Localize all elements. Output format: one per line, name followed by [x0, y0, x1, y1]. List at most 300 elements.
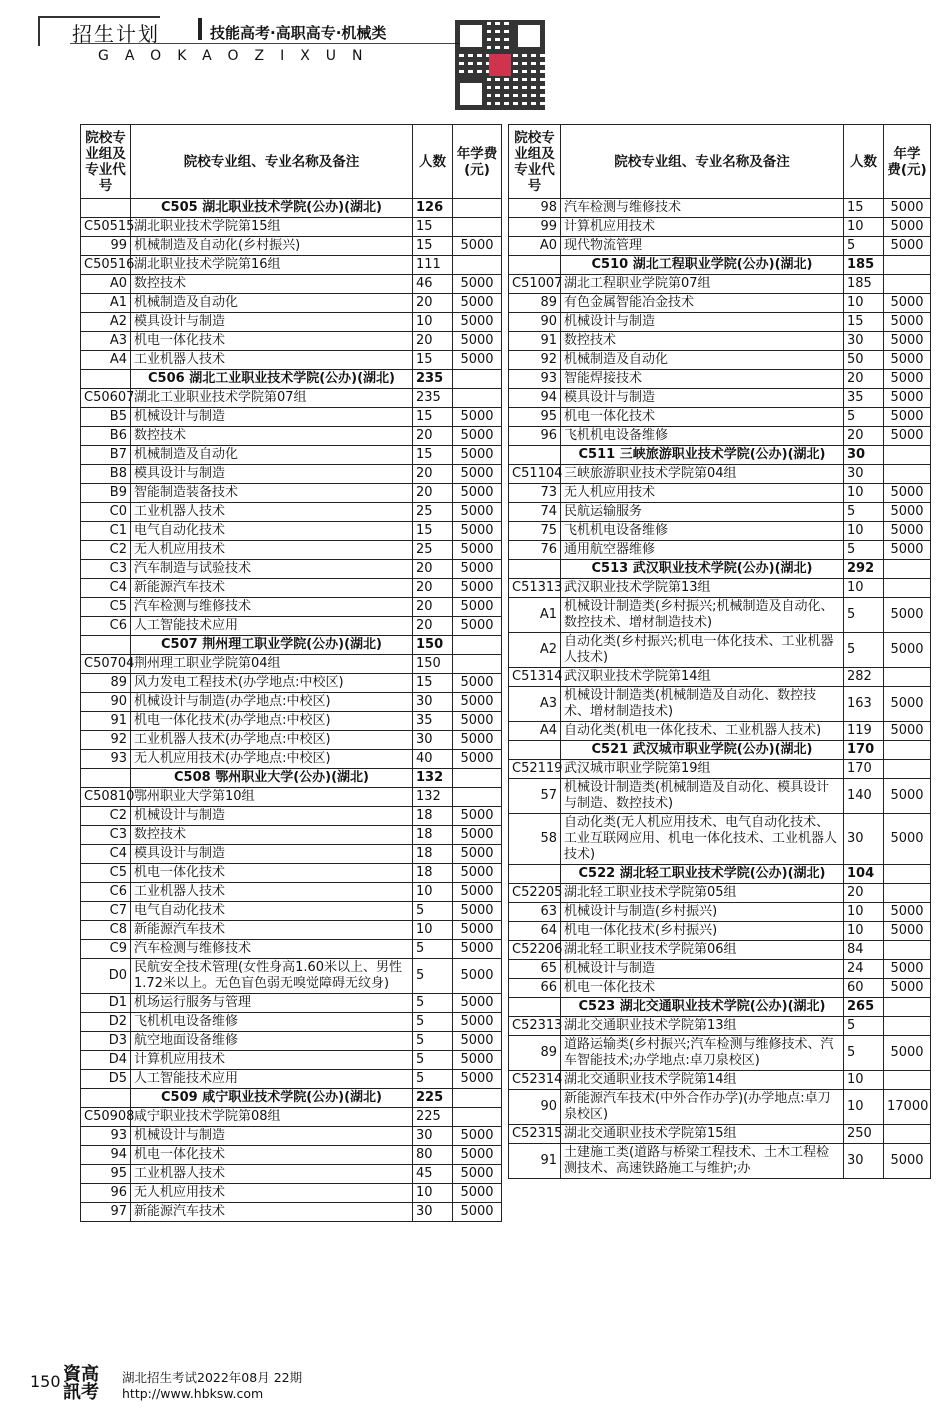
school-row	[81, 1089, 502, 1108]
row-fee: 5000	[453, 522, 502, 541]
row-fee: 5000	[884, 351, 931, 370]
school-row	[81, 199, 502, 218]
row-count: 20	[413, 427, 453, 446]
row-name: 数控技术	[131, 427, 413, 446]
row-name: 汽车制造与试验技术	[131, 560, 413, 579]
row-code: A0	[509, 237, 561, 256]
major-row	[509, 408, 931, 427]
row-fee	[884, 1125, 931, 1144]
row-fee: 5000	[884, 814, 931, 865]
row-count: 30	[413, 731, 453, 750]
major-row	[81, 712, 502, 731]
row-count: 20	[844, 370, 884, 389]
major-row	[509, 484, 931, 503]
row-code: 92	[81, 731, 131, 750]
row-fee: 5000	[884, 779, 931, 814]
row-count: 5	[413, 959, 453, 994]
row-count: 30	[413, 1203, 453, 1222]
row-name: 湖北交通职业技术学院第14组	[561, 1071, 844, 1090]
row-fee	[453, 370, 502, 389]
row-name: C521 武汉城市职业学院(公办)(湖北)	[561, 741, 844, 760]
school-row	[81, 370, 502, 389]
row-name: 民航安全技术管理(女性身高1.60米以上、男性1.72米以上。无色盲色弱无嗅觉障碍无纹身)	[131, 959, 413, 994]
row-count: 15	[413, 522, 453, 541]
row-name: C507 荆州理工职业学院(公办)(湖北)	[131, 636, 413, 655]
row-count: 225	[413, 1089, 453, 1108]
row-code: 91	[509, 1144, 561, 1179]
row-code: B7	[81, 446, 131, 465]
row-count: 15	[413, 446, 453, 465]
row-code: C8	[81, 921, 131, 940]
major-row	[81, 332, 502, 351]
school-row	[509, 741, 931, 760]
row-name: 新能源汽车技术	[131, 921, 413, 940]
major-row	[509, 199, 931, 218]
row-count: 10	[844, 484, 884, 503]
major-row	[81, 674, 502, 693]
row-name: 工业机器人技术(办学地点:中校区)	[131, 731, 413, 750]
group-row	[81, 389, 502, 408]
row-fee: 5000	[453, 1146, 502, 1165]
row-code: D0	[81, 959, 131, 994]
row-code: 94	[509, 389, 561, 408]
row-name: 数控技术	[561, 332, 844, 351]
row-code	[81, 769, 131, 788]
row-code: C4	[81, 845, 131, 864]
row-code: C50908	[81, 1108, 131, 1127]
row-code: C3	[81, 826, 131, 845]
column-header-count: 人数	[844, 125, 884, 199]
row-fee: 5000	[453, 883, 502, 902]
row-fee: 5000	[884, 979, 931, 998]
row-count: 119	[844, 722, 884, 741]
row-code: 75	[509, 522, 561, 541]
row-code: 58	[509, 814, 561, 865]
row-name: 自动化类(乡村振兴;机电一体化技术、工业机器人技术)	[561, 633, 844, 668]
row-count: 50	[844, 351, 884, 370]
row-code: C52119	[509, 760, 561, 779]
row-code: 93	[81, 1127, 131, 1146]
row-name: 湖北职业技术学院第15组	[131, 218, 413, 237]
row-code: C3	[81, 560, 131, 579]
major-row	[81, 1165, 502, 1184]
row-name: 通用航空器维修	[561, 541, 844, 560]
row-code	[81, 1089, 131, 1108]
row-code: 95	[509, 408, 561, 427]
school-row	[81, 769, 502, 788]
row-fee: 5000	[884, 960, 931, 979]
row-count: 170	[844, 760, 884, 779]
row-code: 89	[509, 1036, 561, 1071]
school-row	[509, 256, 931, 275]
row-fee: 5000	[453, 674, 502, 693]
row-name: C510 湖北工程职业学院(公办)(湖北)	[561, 256, 844, 275]
row-code: D5	[81, 1070, 131, 1089]
row-fee: 5000	[453, 617, 502, 636]
row-code	[509, 741, 561, 760]
row-fee: 5000	[884, 903, 931, 922]
row-code: 90	[509, 313, 561, 332]
row-fee: 5000	[453, 1165, 502, 1184]
row-count: 18	[413, 864, 453, 883]
major-row	[81, 921, 502, 940]
major-row	[509, 814, 931, 865]
row-fee	[884, 1071, 931, 1090]
row-name: C511 三峡旅游职业技术学院(公办)(湖北)	[561, 446, 844, 465]
row-code: 98	[509, 199, 561, 218]
row-code: B9	[81, 484, 131, 503]
row-count: 5	[844, 541, 884, 560]
row-fee: 5000	[453, 598, 502, 617]
row-fee: 5000	[453, 902, 502, 921]
row-count: 35	[413, 712, 453, 731]
group-row	[81, 655, 502, 674]
major-row	[81, 902, 502, 921]
row-count: 5	[844, 598, 884, 633]
row-code: 89	[509, 294, 561, 313]
row-name: 无人机应用技术(办学地点:中校区)	[131, 750, 413, 769]
major-row	[509, 687, 931, 722]
major-row	[81, 826, 502, 845]
row-fee: 5000	[884, 218, 931, 237]
group-row	[509, 275, 931, 294]
school-row	[509, 560, 931, 579]
row-name: 机电一体化技术(乡村振兴)	[561, 922, 844, 941]
row-code: D3	[81, 1032, 131, 1051]
row-name: 模具设计与制造	[131, 465, 413, 484]
table-header-row	[81, 125, 502, 199]
row-code: C6	[81, 617, 131, 636]
row-code	[509, 865, 561, 884]
row-code: C4	[81, 579, 131, 598]
row-count: 5	[413, 940, 453, 959]
major-row	[81, 351, 502, 370]
row-name: 新能源汽车技术	[131, 1203, 413, 1222]
column-header-code: 院校专业组及专业代号	[509, 125, 561, 199]
row-count: 5	[413, 1070, 453, 1089]
major-row	[509, 294, 931, 313]
row-code: C50607	[81, 389, 131, 408]
row-fee: 5000	[453, 541, 502, 560]
group-row	[509, 884, 931, 903]
row-fee: 5000	[884, 199, 931, 218]
row-code: 92	[509, 351, 561, 370]
row-name: 机电一体化技术	[131, 864, 413, 883]
row-name: 汽车检测与维修技术	[561, 199, 844, 218]
row-name: 机械设计制造类(机械制造及自动化、数控技术、增材制造技术)	[561, 687, 844, 722]
major-row	[81, 1051, 502, 1070]
row-fee: 5000	[453, 484, 502, 503]
row-count: 15	[413, 351, 453, 370]
row-fee	[453, 1089, 502, 1108]
row-fee: 5000	[453, 1184, 502, 1203]
major-row	[81, 940, 502, 959]
major-row	[509, 922, 931, 941]
header-latin: GAOKAOZIXUN	[98, 48, 379, 64]
page-footer	[30, 1366, 630, 1406]
row-count: 126	[413, 199, 453, 218]
row-name: 飞机机电设备维修	[131, 1013, 413, 1032]
row-count: 5	[844, 408, 884, 427]
major-row	[509, 979, 931, 998]
group-row	[509, 465, 931, 484]
major-row	[81, 750, 502, 769]
row-name: 三峡旅游职业技术学院第04组	[561, 465, 844, 484]
row-count: 18	[413, 826, 453, 845]
row-code	[81, 636, 131, 655]
row-fee: 5000	[453, 1032, 502, 1051]
row-fee: 5000	[453, 1013, 502, 1032]
row-count: 5	[413, 902, 453, 921]
row-code: D2	[81, 1013, 131, 1032]
row-name: 武汉职业技术学院第13组	[561, 579, 844, 598]
row-name: 智能制造装备技术	[131, 484, 413, 503]
row-count: 132	[413, 788, 453, 807]
school-row	[81, 636, 502, 655]
row-name: 土建施工类(道路与桥梁工程技术、土木工程检测技术、高速铁路施工与维护;办	[561, 1144, 844, 1179]
table-body	[509, 199, 931, 1179]
row-count: 18	[413, 845, 453, 864]
row-name: 机械设计与制造	[131, 807, 413, 826]
website-link[interactable]: http://www.hbksw.com	[122, 1386, 264, 1401]
row-code: A2	[81, 313, 131, 332]
row-code: C52314	[509, 1071, 561, 1090]
row-count: 15	[413, 218, 453, 237]
row-count: 170	[844, 741, 884, 760]
row-name: C505 湖北职业技术学院(公办)(湖北)	[131, 199, 413, 218]
row-fee: 5000	[884, 541, 931, 560]
row-fee	[884, 941, 931, 960]
row-fee: 5000	[884, 294, 931, 313]
major-row	[509, 903, 931, 922]
major-row	[81, 408, 502, 427]
row-count: 150	[413, 636, 453, 655]
major-row	[509, 313, 931, 332]
table-header-row	[509, 125, 931, 199]
row-fee: 5000	[453, 1070, 502, 1089]
qr-code-icon[interactable]	[455, 20, 545, 110]
row-code: C50810	[81, 788, 131, 807]
row-code: 91	[81, 712, 131, 731]
row-code: 94	[81, 1146, 131, 1165]
row-fee: 5000	[884, 237, 931, 256]
row-fee: 5000	[884, 370, 931, 389]
column-header-fee: 年学费(元)	[453, 125, 502, 199]
row-fee: 5000	[453, 237, 502, 256]
row-name: 湖北职业技术学院第16组	[131, 256, 413, 275]
row-count: 20	[844, 884, 884, 903]
major-row	[81, 598, 502, 617]
row-fee: 5000	[453, 712, 502, 731]
row-count: 20	[413, 598, 453, 617]
group-row	[81, 256, 502, 275]
row-fee: 5000	[884, 522, 931, 541]
row-name: 计算机应用技术	[131, 1051, 413, 1070]
section-title: 招生计划	[72, 22, 160, 46]
row-fee: 5000	[884, 687, 931, 722]
major-row	[81, 1032, 502, 1051]
row-fee	[884, 865, 931, 884]
row-name: 机械制造及自动化	[131, 446, 413, 465]
row-name: 自动化类(机电一体化技术、工业机器人技术)	[561, 722, 844, 741]
major-row	[81, 541, 502, 560]
row-name: C522 湖北轻工职业技术学院(公办)(湖北)	[561, 865, 844, 884]
row-code: 93	[81, 750, 131, 769]
row-fee	[453, 788, 502, 807]
row-count: 5	[413, 994, 453, 1013]
row-fee: 5000	[453, 332, 502, 351]
row-count: 5	[844, 237, 884, 256]
column-header-count: 人数	[413, 125, 453, 199]
major-row	[509, 503, 931, 522]
row-count: 163	[844, 687, 884, 722]
row-name: 无人机应用技术	[561, 484, 844, 503]
row-fee: 5000	[453, 826, 502, 845]
row-fee	[884, 760, 931, 779]
major-row	[81, 1146, 502, 1165]
row-name: 智能焊接技术	[561, 370, 844, 389]
row-code: A3	[509, 687, 561, 722]
row-name: 机电一体化技术(办学地点:中校区)	[131, 712, 413, 731]
row-count: 35	[844, 389, 884, 408]
row-code: C52313	[509, 1017, 561, 1036]
row-name: 机械设计与制造	[561, 960, 844, 979]
row-name: 汽车检测与维修技术	[131, 598, 413, 617]
row-fee: 5000	[453, 994, 502, 1013]
publication-logo: 資高 訊考	[63, 1364, 99, 1403]
major-row	[81, 1127, 502, 1146]
row-code: C2	[81, 807, 131, 826]
group-row	[81, 788, 502, 807]
row-count: 30	[413, 693, 453, 712]
row-code: A4	[509, 722, 561, 741]
row-code	[509, 256, 561, 275]
column-header-fee: 年学费(元)	[884, 125, 931, 199]
group-row	[509, 941, 931, 960]
row-name: 计算机应用技术	[561, 218, 844, 237]
row-name: C506 湖北工业职业技术学院(公办)(湖北)	[131, 370, 413, 389]
row-code: 91	[509, 332, 561, 351]
major-row	[81, 959, 502, 994]
major-row	[81, 883, 502, 902]
row-code: C6	[81, 883, 131, 902]
school-row	[509, 865, 931, 884]
row-fee: 5000	[453, 351, 502, 370]
row-count: 80	[413, 1146, 453, 1165]
row-fee	[453, 1108, 502, 1127]
row-fee	[884, 884, 931, 903]
row-fee	[884, 465, 931, 484]
row-code: A1	[509, 598, 561, 633]
row-count: 10	[413, 313, 453, 332]
row-code: C5	[81, 864, 131, 883]
major-row	[509, 541, 931, 560]
group-row	[81, 1108, 502, 1127]
row-name: 机电一体化技术	[131, 332, 413, 351]
enrollment-table-left	[80, 124, 502, 1222]
magazine-issue: 湖北招生考试2022年08月 22期	[122, 1370, 303, 1385]
row-name: 新能源汽车技术(中外合作办学)(办学地点:卓刀泉校区)	[561, 1090, 844, 1125]
row-code: 90	[81, 693, 131, 712]
row-count: 10	[844, 1071, 884, 1090]
row-count: 20	[413, 579, 453, 598]
row-code: 95	[81, 1165, 131, 1184]
major-row	[81, 864, 502, 883]
row-fee	[884, 256, 931, 275]
row-count: 45	[413, 1165, 453, 1184]
row-code: B5	[81, 408, 131, 427]
row-count: 60	[844, 979, 884, 998]
major-row	[81, 237, 502, 256]
row-name: 现代物流管理	[561, 237, 844, 256]
row-name: 有色金属智能冶金技术	[561, 294, 844, 313]
row-count: 5	[844, 1036, 884, 1071]
row-code: 66	[509, 979, 561, 998]
row-count: 5	[844, 1017, 884, 1036]
row-code: C50515	[81, 218, 131, 237]
row-code: C5	[81, 598, 131, 617]
row-fee	[884, 275, 931, 294]
row-count: 265	[844, 998, 884, 1017]
major-row	[509, 332, 931, 351]
row-fee	[884, 741, 931, 760]
row-code: C51007	[509, 275, 561, 294]
major-row	[81, 579, 502, 598]
row-fee: 17000	[884, 1090, 931, 1125]
row-fee	[453, 389, 502, 408]
row-fee: 5000	[453, 313, 502, 332]
major-row	[509, 218, 931, 237]
row-count: 30	[844, 332, 884, 351]
column-header-name: 院校专业组、专业名称及备注	[131, 125, 413, 199]
row-name: 新能源汽车技术	[131, 579, 413, 598]
row-count: 46	[413, 275, 453, 294]
row-code: 99	[81, 237, 131, 256]
major-row	[81, 1184, 502, 1203]
row-count: 225	[413, 1108, 453, 1127]
row-count: 20	[413, 617, 453, 636]
row-count: 5	[844, 503, 884, 522]
major-row	[509, 779, 931, 814]
row-count: 10	[844, 1090, 884, 1125]
row-code: 64	[509, 922, 561, 941]
row-name: 湖北工程职业学院第07组	[561, 275, 844, 294]
row-count: 15	[413, 674, 453, 693]
row-code: A1	[81, 294, 131, 313]
row-fee: 5000	[884, 332, 931, 351]
row-name: 道路运输类(乡村振兴;汽车检测与维修技术、汽车智能技术;办学地点:卓刀泉校区)	[561, 1036, 844, 1071]
row-name: 工业机器人技术	[131, 1165, 413, 1184]
row-code: A2	[509, 633, 561, 668]
row-count: 5	[413, 1051, 453, 1070]
major-row	[81, 427, 502, 446]
row-code: 73	[509, 484, 561, 503]
row-fee	[453, 199, 502, 218]
row-name: 机械设计与制造(乡村振兴)	[561, 903, 844, 922]
row-fee: 5000	[884, 427, 931, 446]
row-code: D4	[81, 1051, 131, 1070]
row-count: 15	[844, 199, 884, 218]
row-code: 90	[509, 1090, 561, 1125]
row-count: 235	[413, 389, 453, 408]
row-fee: 5000	[884, 389, 931, 408]
row-name: 咸宁职业技术学院第08组	[131, 1108, 413, 1127]
row-count: 10	[844, 903, 884, 922]
row-name: 模具设计与制造	[561, 389, 844, 408]
row-fee	[453, 218, 502, 237]
row-count: 10	[413, 883, 453, 902]
table-body	[81, 199, 502, 1222]
